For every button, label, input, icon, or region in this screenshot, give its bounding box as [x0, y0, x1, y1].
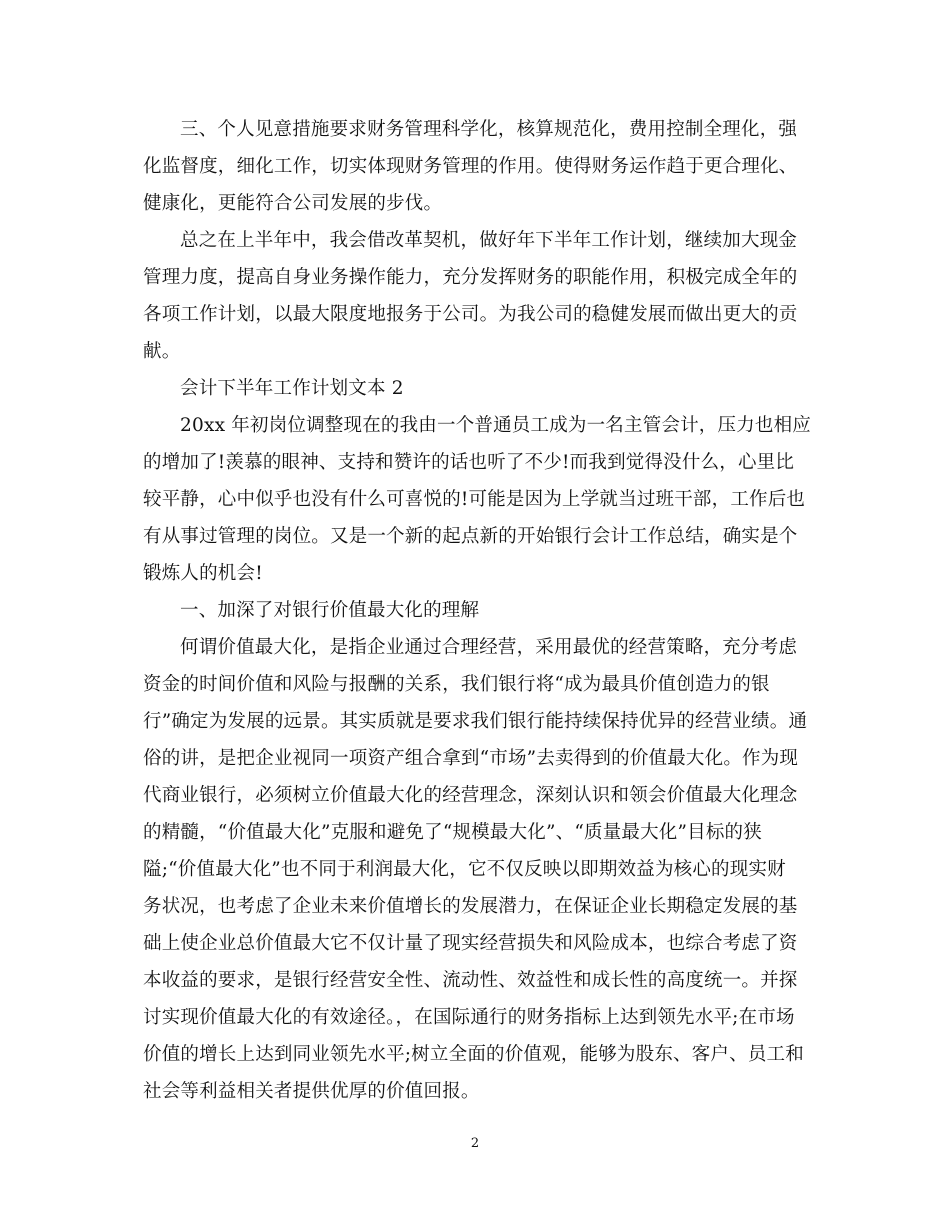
paragraph-line: 价值的增长上达到同业领先水平;树立全面的价值观，能够为股东、客户、员工和 — [143, 1044, 804, 1065]
paragraph-line: 俗的讲，是把企业视同一项资产组合拿到“市场”去卖得到的价值最大化。作为现 — [143, 748, 799, 769]
paragraph-line: 三、个人见意措施要求财务管理科学化，核算规范化，费用控制全理化，强 — [180, 119, 798, 140]
paragraph-line: 的精髓，“价值最大化”克服和避免了“规模最大化”、“质量最大化”目标的狭 — [143, 822, 762, 843]
paragraph-line: 隘;“价值最大化”也不同于利润最大化，它不仅反映以即期效益为核心的现实财 — [143, 859, 786, 880]
section-heading: 一、加深了对银行价值最大化的理解 — [180, 600, 480, 621]
paragraph-line: 讨实现价值最大化的有效途径。，在国际通行的财务指标上达到领先水平;在市场 — [143, 1007, 795, 1028]
paragraph-line: 化监督度，细化工作，切实体现财务管理的作用。使得财务运作趋于更合理化、 — [143, 156, 798, 177]
section-heading: 会计下半年工作计划文本 2 — [180, 378, 404, 399]
paragraph-line: 献。 — [143, 341, 181, 362]
paragraph-line: 的增加了!羡慕的眼神、支持和赞许的话也听了不少!而我到觉得没什么，心里比 — [143, 452, 795, 473]
paragraph-line: 务状况，也考虑了企业未来价值增长的发展潜力，在保证企业长期稳定发展的基 — [143, 896, 798, 917]
paragraph-line: 社会等利益相关者提供优厚的价值回报。 — [143, 1081, 480, 1102]
paragraph-line: 较平静，心中似乎也没有什么可喜悦的!可能是因为上学就当过班干部，工作后也 — [143, 489, 806, 510]
paragraph-line: 各项工作计划，以最大限度地报务于公司。为我公司的稳健发展而做出更大的贡 — [143, 304, 798, 325]
paragraph-line: 健康化，更能符合公司发展的步伐。 — [143, 193, 443, 214]
paragraph-line: 行”确定为发展的远景。其实质就是要求我们银行能持续保持优异的经营业绩。通 — [143, 711, 808, 732]
paragraph-line: 总之在上半年中，我会借改革契机，做好年下半年工作计划，继续加大现金 — [180, 230, 798, 251]
paragraph-line: 本收益的要求，是银行经营安全性、流动性、效益性和成长性的高度统一。并探 — [143, 970, 798, 991]
paragraph-line: 代商业银行，必须树立价值最大化的经营理念，深刻认识和领会价值最大化理念 — [143, 785, 798, 806]
paragraph-line: 20xx 年初岗位调整现在的我由一个普通员工成为一名主管会计，压力也相应 — [180, 415, 811, 436]
paragraph-line: 有从事过管理的岗位。又是一个新的起点新的开始银行会计工作总结，确实是个 — [143, 526, 798, 547]
page-number: 2 — [470, 1136, 480, 1151]
paragraph-line: 锻炼人的机会! — [143, 563, 263, 584]
paragraph-line: 管理力度，提高自身业务操作能力，充分发挥财务的职能作用，积极完成全年的 — [143, 267, 798, 288]
paragraph-line: 何谓价值最大化，是指企业通过合理经营，采用最优的经营策略，充分考虑 — [180, 637, 798, 658]
paragraph-line: 资金的时间价值和风险与报酬的关系，我们银行将“成为最具价值创造力的银 — [143, 674, 770, 695]
paragraph-line: 础上使企业总价值最大它不仅计量了现实经营损失和风险成本，也综合考虑了资 — [143, 933, 798, 954]
